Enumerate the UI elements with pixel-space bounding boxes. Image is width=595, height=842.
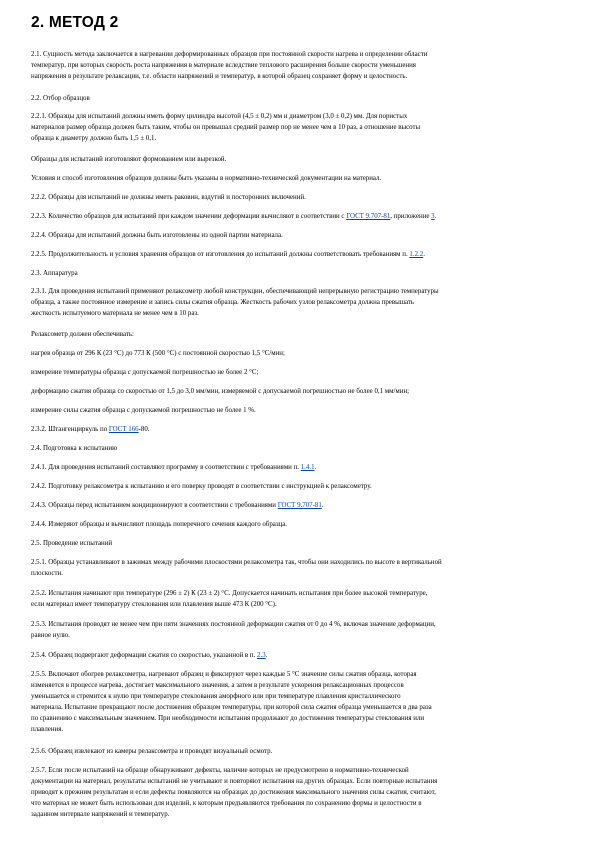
paragraph-heating (31, 348, 579, 359)
paragraph-2-5-7 (31, 765, 579, 820)
text-line: Условия и способ изготовления образцов должны быть указаны в нормативно-технической документации на материал. (31, 175, 382, 182)
paragraph-relaxometer (31, 329, 579, 340)
paragraph-conditions (31, 173, 579, 184)
text-line: 2.1. Сущность метода заключается в нагревании деформированных образцов при постоянной скорости нагрева и определении области (31, 51, 428, 58)
text-line: 2.4. Подготовка к испытанию (31, 445, 118, 452)
paragraph-2-2-2 (31, 192, 579, 203)
text-span: -80. (138, 426, 150, 433)
text-line: напряжения в результате релаксации, т.е. области напряжений и температур, в которой образец сохраняет форму и целостность. (31, 73, 408, 80)
text-line: по сравнению с максимальным значением. При необходимости испытания продолжают до достижения температуры стеклования или (31, 715, 425, 722)
paragraph-2-2-3 (31, 211, 579, 222)
text-line: 2.3. Аппаратура (31, 270, 78, 277)
paragraph-deformation (31, 386, 579, 397)
text-span: 2.2.5. Продолжительность и условия хранения образцов от изготовления до испытаний должны соответствовать требованиям п. (31, 251, 410, 258)
gost-9-707-81-link[interactable]: ГОСТ 9.707-81 (346, 213, 391, 220)
text-line: измерение температуры образца с допускаемой погрешностью не более 2 °С; (31, 369, 259, 376)
text-line: плавления. (31, 726, 64, 733)
text-line: измерение силы сжатия образца с допускаемой погрешностью не более 1 %. (31, 407, 256, 414)
text-line: 2.5.3. Испытания проводят не менее чем при пяти значениях постоянной деформации сжатия от 0 до 4 %, включая значение деформации, (31, 621, 436, 628)
text-span: 2.4.1. Для проведения испытаний составляют программу в соответствии с требованиями п. (31, 464, 301, 471)
paragraph-2-2-5 (31, 249, 579, 260)
paragraph-2-5-4 (31, 650, 579, 661)
text-line: документации на материал, результаты испытаний не учитывают и повторяют испытания на других образцах. Если повторные испытания (31, 778, 438, 785)
text-span: 2.2.3. Количество образцов для испытаний при каждом значении деформации вычисляют в соответствии с (31, 213, 347, 220)
text-line: 2.4.4. Измеряют образцы и вычисляют площадь поперечного сечения каждого образца. (31, 521, 288, 528)
text-line: 2.2.4. Образцы для испытаний должны быть изготовлены из одной партии материала. (31, 232, 283, 239)
clause-2-3-link[interactable]: 2.3 (257, 652, 266, 659)
paragraph-2-4-4 (31, 519, 579, 530)
clause-1-2-2-link[interactable]: 1.2.2 (409, 251, 424, 258)
paragraph-2-4-1 (31, 462, 579, 473)
appendix-3-link[interactable]: 3 (431, 213, 435, 220)
subheading-2-2 (31, 93, 579, 104)
text-line: 2.4.2. Подготовку релаксометра к испытанию и его поверку проводят в соответствии с инструкцией к релаксометру. (31, 483, 372, 490)
text-span: , приложение (390, 213, 432, 220)
paragraph-2-5-3 (31, 619, 579, 641)
text-line: уменьшается и стремится к нулю при температуре стеклования аморфного или при температуре плавления кристаллического (31, 693, 401, 700)
text-line: жесткость испытуемого материала не менее чем в 10 раз. (31, 310, 199, 317)
paragraph-2-4-2 (31, 481, 579, 492)
clause-1-4-1-link[interactable]: 1.4.1 (300, 464, 315, 471)
text-line: 2.3.1. Для проведения испытаний применяют релаксометр любой конструкции, обеспечивающий непрерывную регистрацию температуры (31, 288, 439, 295)
text-line: изменяется в процессе нагрева, достигает максимального значения, а затем в результате ускорения релаксационных процессов (31, 682, 404, 689)
text-span: 2.5.4. Образец подвергают деформации сжатия со скоростью, указанной в п. (31, 652, 258, 659)
text-span: . (423, 251, 425, 258)
text-span: . (434, 213, 437, 220)
paragraph-2-5-5 (31, 669, 579, 735)
paragraph-2-2-1 (31, 111, 579, 144)
text-line: материала. Испытание прекращают после достижения образцом температуры, при которой сила сжатия образца уменьшается в два раза (31, 704, 432, 711)
text-span: 2.4.3. Образцы перед испытанием кондиционируют в соответствии с требованиями (31, 502, 278, 509)
paragraph-temperature (31, 367, 579, 378)
subheading-2-5 (31, 538, 579, 549)
text-line: Образцы для испытаний изготовляют формованием или вырезкой. (31, 156, 227, 163)
subheading-2-4 (31, 443, 579, 454)
gost-9-707-81-link-2[interactable]: ГОСТ 9.707-81 (277, 502, 322, 509)
text-line: если материал имеет температуру стеклования или плавления выше 473 К (200 °С). (31, 601, 277, 608)
text-line: что материал не может быть использован для изделий, к которым предъявляются требования по сохранению формы и целостности в (31, 800, 422, 807)
text-line: равное нулю. (31, 632, 70, 639)
text-line: заданном интервале напряжений и температур. (31, 811, 170, 818)
text-span: . (321, 502, 324, 509)
text-line: деформацию сжатия образца со скоростью от 1,5 до 3,0 мм/мин, измеряемой с допускаемой погрешностью не более 0,1 мм/мин; (31, 388, 410, 395)
paragraph-2-5-6 (31, 746, 579, 757)
paragraph-2-1 (31, 49, 579, 82)
text-line: нагрев образца от 296 К (23 °С) до 773 К (500 °С) с постоянной скоростью 1,5 °С/мин; (31, 350, 285, 357)
text-line: приводят к прежним результатам и если дефекты появляются на образцах до достижения максимального значения силы сжатия, считают, (31, 789, 436, 796)
subheading-2-3 (31, 268, 579, 279)
text-line: температур, при которых скорость роста напряжения в материале вследствие теплового расширения больше скорости уменьшения (31, 62, 416, 69)
paragraph-force (31, 405, 579, 416)
text-line: образца, а также постоянное измерение и запись силы сжатия образца. Жесткость рабочих узлов релаксометра должна превышать (31, 299, 415, 306)
text-line: 2.5.2. Испытания начинают при температуре (296 ± 2) К (23 ± 2) °С. Допускается начинать испытания при более высокой температуре, (31, 590, 428, 597)
text-line: 2.5.5. Включают обогрев релаксометра, нагревают образец и фиксируют через каждые 5 °С значение силы сжатия образца, которая (31, 671, 417, 678)
text-line: 2.2. Отбор образцов (31, 95, 90, 102)
paragraph-samples (31, 154, 579, 165)
text-line: образца к диаметру должно быть 1,5 ± 0,1. (31, 135, 157, 142)
text-line: 2.5.6. Образец извлекают из камеры релаксометра и проводят визуальный осмотр. (31, 748, 273, 755)
paragraph-2-3-2 (31, 424, 579, 435)
paragraph-2-5-2 (31, 588, 579, 610)
text-line: 2.5.7. Если после испытаний на образце обнаруживают дефекты, наличие которых не предусмотрено в нормативно-технической (31, 767, 409, 774)
text-line: 2.5. Проведение испытаний (31, 540, 113, 547)
section-title: 2. МЕТОД 2 (31, 14, 119, 31)
text-span: . (314, 464, 317, 471)
text-line: 2.2.2. Образцы для испытаний не должны иметь раковин, вздутий и посторонних включений. (31, 194, 306, 201)
text-line: 2.2.1. Образцы для испытаний должны иметь форму цилиндра высотой (4,5 ± 0,2) мм и диаметром (3,0 ± 0,2) мм. Для пористых (31, 113, 408, 120)
paragraph-2-5-1 (31, 557, 579, 579)
paragraph-2-4-3 (31, 500, 579, 511)
paragraph-2-3-1 (31, 286, 579, 319)
text-line: плоскости. (31, 570, 63, 577)
paragraph-2-2-4 (31, 230, 579, 241)
text-span: . (265, 652, 268, 659)
text-line: 2.5.1. Образцы устанавливают в зажимах между рабочими плоскостями релаксометра так, чтобы они находились по высоте в вертикальной (31, 559, 442, 566)
text-span: 2.3.2. Штангенциркуль по (31, 426, 109, 433)
text-line: Релаксометр должен обеспечивать: (31, 331, 134, 338)
gost-166-link[interactable]: ГОСТ 166 (108, 426, 139, 433)
text-line: материалов размер образца должен быть таким, чтобы он превышал средний размер пор не менее чем в 10 раз, а отношение высоты (31, 124, 421, 131)
